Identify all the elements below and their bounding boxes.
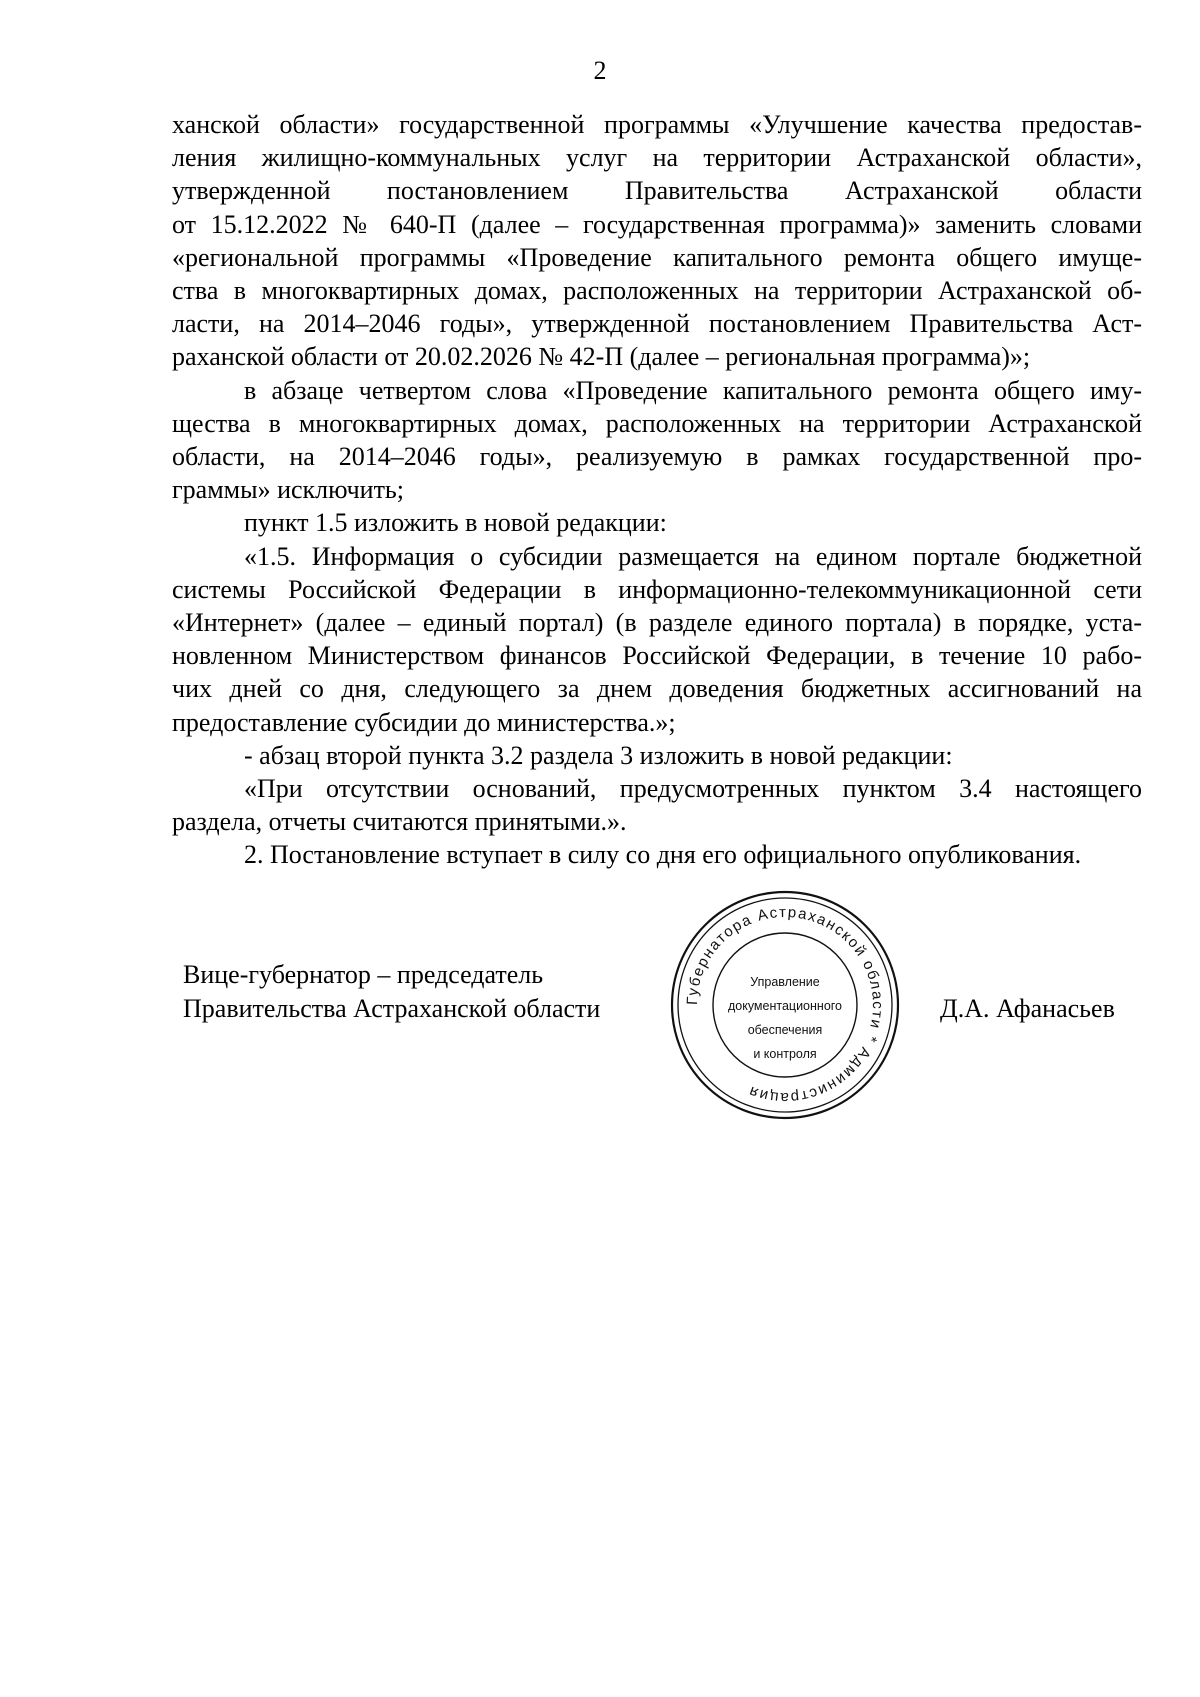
signatory-name: Д.А. Афанасьев — [940, 994, 1115, 1023]
body-line: ханской области» государственной программы «Улучшение качества предостав- — [172, 110, 1142, 139]
seal-graphic — [665, 885, 905, 1125]
body-line: раздела, отчеты считаются принятыми.». — [172, 807, 627, 837]
body-line: предоставление субсидии до министерства.»; — [172, 707, 676, 737]
body-line: граммы» исключить; — [172, 475, 405, 505]
official-seal — [665, 885, 905, 1125]
seal-center-line-4: и контроля — [753, 1047, 817, 1061]
body-line: от 15.12.2022 № 640-П (далее – государственная программа)» заменить словами — [172, 209, 1142, 239]
body-line: «При отсутствии оснований, предусмотренных пунктом 3.4 настоящего — [244, 774, 1142, 804]
body-line: «региональной программы «Проведение капитального ремонта общего имуще- — [172, 242, 1142, 272]
body-line: щества в многоквартирных домах, расположенных на территории Астраханской — [172, 408, 1142, 438]
body-line: пункт 1.5 изложить в новой редакции: — [244, 508, 667, 538]
document-body — [172, 108, 1142, 872]
body-line: ства в многоквартирных домах, расположенных на территории Астраханской об- — [172, 276, 1142, 306]
signatory-position — [183, 958, 663, 1026]
page-number: 2 — [593, 56, 607, 85]
body-line: «Интернет» (далее – единый портал) (в разделе единого портала) в порядке, уста- — [172, 608, 1142, 638]
body-line: в абзаце четвертом слова «Проведение капитального ремонта общего иму- — [244, 375, 1142, 405]
body-line: области, на 2014–2046 годы», реализуемую в рамках государственной про- — [172, 442, 1142, 472]
body-line: «1.5. Информация о субсидии размещается на едином портале бюджетной — [244, 541, 1142, 571]
seal-ring-text-path: Губернатора Астраханской области * Администрация — [683, 903, 887, 1107]
body-line: чих дней со дня, следующего за днем доведения бюджетных ассигнований на — [172, 674, 1142, 704]
body-line: ления жилищно-коммунальных услуг на территории Астраханской области», — [172, 143, 1142, 173]
body-line: ласти, на 2014–2046 годы», утвержденной постановлением Правительства Аст- — [172, 309, 1142, 339]
seal-center-line-1: Управление — [750, 975, 820, 989]
body-line: утвержденной постановлением Правительства Астраханской области — [172, 176, 1142, 206]
body-line: системы Российской Федерации в информационно-телекоммуникационной сети — [172, 574, 1142, 604]
body-line: раханской области от 20.02.2026 № 42-П (далее – региональная программа)»; — [172, 342, 1031, 372]
signatory-position-line-2: Правительства Астраханской области — [183, 994, 601, 1023]
body-line: новленном Министерством финансов Российской Федерации, в течение 10 рабо- — [172, 641, 1142, 671]
seal-center-line-2: документационного — [727, 999, 843, 1013]
seal-center-line-3: обеспечения — [747, 1023, 823, 1037]
body-line: - абзац второй пункта 3.2 раздела 3 изложить в новой редакции: — [244, 740, 953, 770]
signatory-position-line-1: Вице-губернатор – председатель — [183, 960, 544, 989]
body-line: 2. Постановление вступает в силу со дня его официального опубликования. — [244, 840, 1082, 870]
